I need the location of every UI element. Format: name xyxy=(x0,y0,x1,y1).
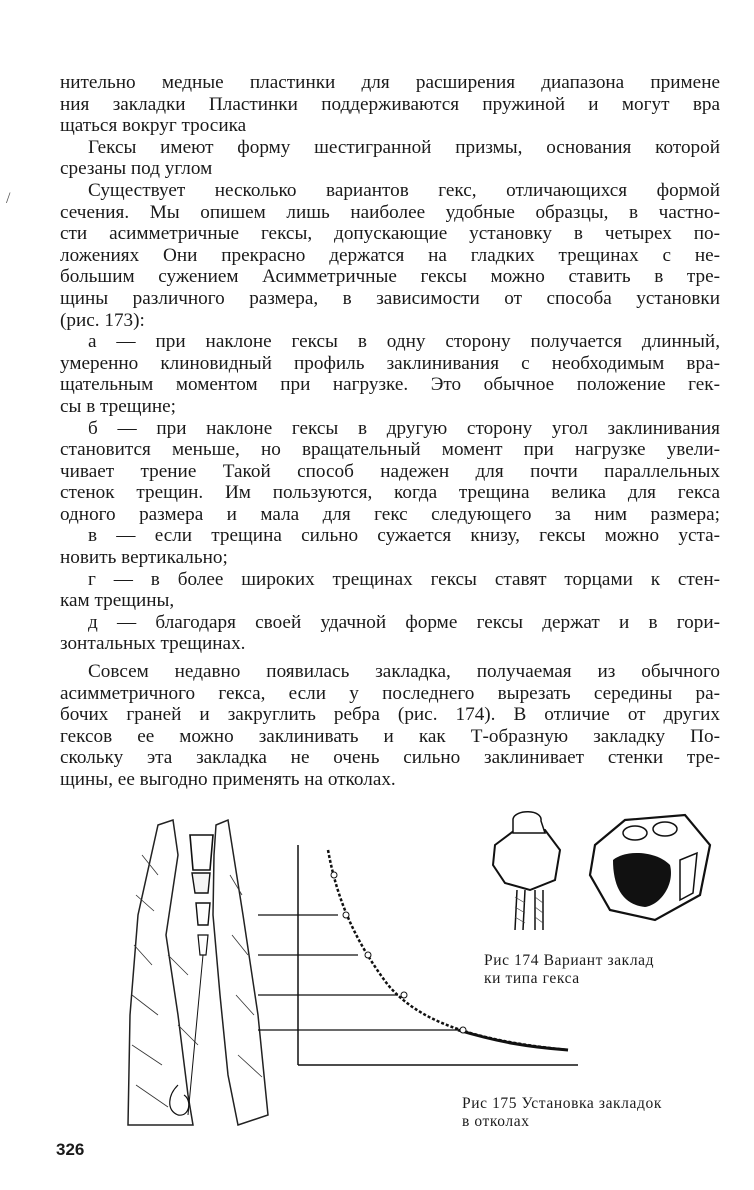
paragraph xyxy=(60,331,720,417)
paragraph xyxy=(60,661,720,791)
text-line: умеренно клиновидный профиль заклинивания с необходимым вра- xyxy=(60,352,720,374)
text-line: кам трещины, xyxy=(60,590,175,612)
text-line: одного размера и мала для гекс следующего за ним размера; xyxy=(60,503,720,525)
text-line: ния закладки Пластинки поддерживаются пружиной и могут вра xyxy=(60,93,720,115)
text-line: б — при наклоне гексы в другую сторону угол заклинивания xyxy=(88,417,720,439)
margin-mark: / xyxy=(6,190,11,207)
text-line: срезаны под углом xyxy=(60,158,213,180)
text-line: гексов ее можно заклинивать и как Т-образную закладку По- xyxy=(60,725,720,747)
paragraph xyxy=(60,525,720,568)
text-line: а — при наклоне гексы в одну сторону получается длинный, xyxy=(88,331,720,353)
text-line: сечения. Мы опишем лишь наиболее удобные образцы, в частно- xyxy=(60,201,720,223)
text-line: (рис. 173): xyxy=(60,309,145,331)
text-line: ложениях Они прекрасно держатся на гладких трещинах с не- xyxy=(60,244,720,266)
text-line: нительно медные пластинки для расширения диапазона примене xyxy=(60,72,720,93)
paragraph xyxy=(60,72,720,137)
caption-fig174 xyxy=(484,952,654,988)
text-line: Существует несколько вариантов гекс, отличающихся формой xyxy=(88,179,720,201)
paragraph xyxy=(60,180,720,331)
text-line: большим сужением Асимметричные гексы можно ставить в тре- xyxy=(60,266,720,288)
text-line: новить вертикально; xyxy=(60,547,228,569)
caption-line: Рис 175 Установка закладок xyxy=(462,1095,662,1112)
page-number: 326 xyxy=(56,1140,85,1159)
text-line: щательным моментом при нагрузке. Это обычное положение гек- xyxy=(60,374,720,396)
text-line: Совсем недавно появилась закладка, получаемая из обычного xyxy=(88,661,720,683)
text-line: сти асимметричные гексы, допускающие установку в четырех по- xyxy=(60,223,720,245)
text-line: г — в более широких трещинах гексы ставят торцами к стен- xyxy=(88,568,720,590)
paragraph xyxy=(60,418,720,526)
paragraph xyxy=(60,569,720,612)
text-line: щины, ее выгодно применять на отколах. xyxy=(60,769,396,790)
figure-rock-crack xyxy=(118,815,268,1135)
text-line: скольку эта закладка не очень сильно заклинивает стенки тре- xyxy=(60,747,720,769)
text-line: д — благодаря своей удачной форме гексы держат и в гори- xyxy=(88,611,720,633)
text-line: бочих граней и закруглить ребра (рис. 174). В отличие от других xyxy=(60,704,720,726)
paragraph xyxy=(60,612,720,655)
text-line: чивает трение Такой способ надежен для почти параллельных xyxy=(60,460,720,482)
text-line: Гексы имеют форму шестигранной призмы, основания которой xyxy=(88,136,720,158)
text-line: асимметричного гекса, если у последнего вырезать середины ра- xyxy=(60,682,720,704)
text-line: зонтальных трещинах. xyxy=(60,633,246,655)
text-line: становится меньше, но вращательный момент при нагрузке увели- xyxy=(60,439,720,461)
text-line: щаться вокруг тросика xyxy=(60,115,247,137)
text-line: щины различного размера, в зависимости от способа установки xyxy=(60,287,720,309)
paragraph xyxy=(60,137,720,180)
figure-hex-chocks xyxy=(485,805,715,935)
caption-fig175 xyxy=(462,1095,662,1131)
caption-line: ки типа гекса xyxy=(484,970,580,987)
caption-line: в отколах xyxy=(462,1113,530,1130)
text-line: сы в трещине; xyxy=(60,395,176,417)
body-text xyxy=(60,72,720,791)
text-line: стенок трещин. Им пользуются, когда трещина велика для гекса xyxy=(60,482,720,504)
caption-line: Рис 174 Вариант заклад xyxy=(484,952,655,969)
text-line: в — если трещина сильно сужается книзу, гексы можно уста- xyxy=(88,525,720,547)
